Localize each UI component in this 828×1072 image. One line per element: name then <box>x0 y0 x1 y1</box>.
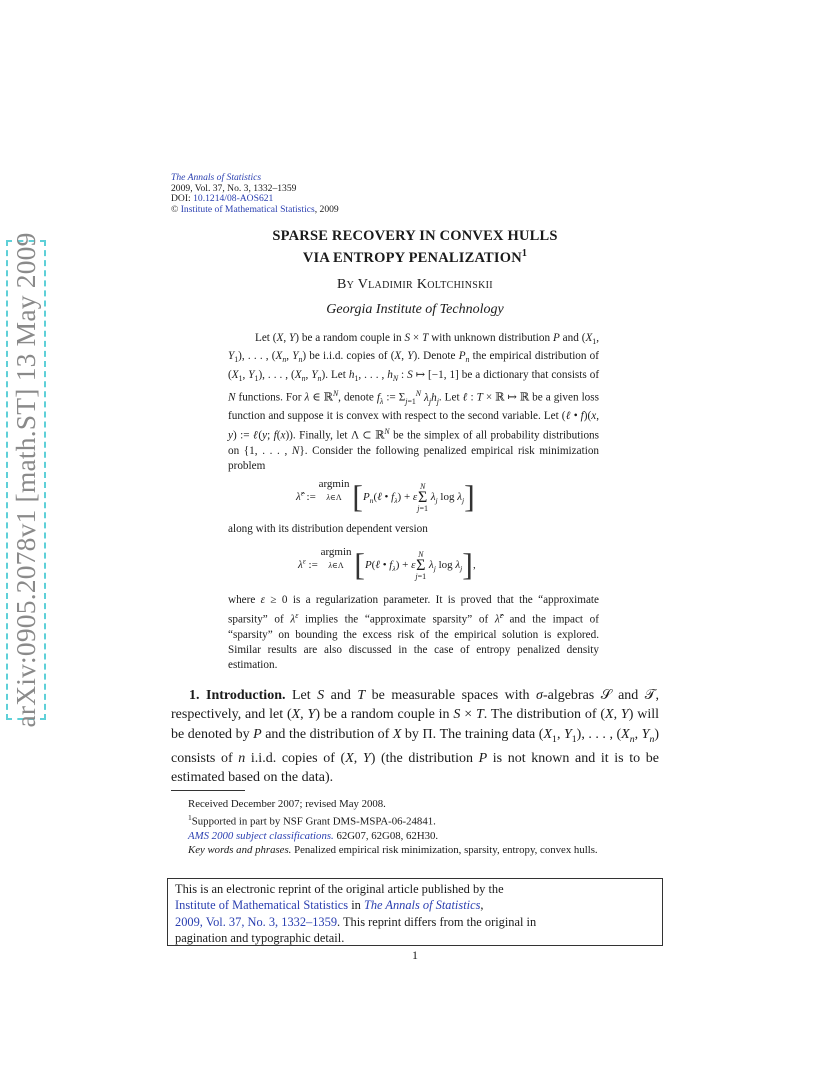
copyright-year: , 2009 <box>314 203 339 215</box>
abstract-paragraph-2 <box>228 522 599 537</box>
reprint-line-4: pagination and typographic detail. <box>175 931 345 946</box>
keywords-text: Penalized empirical risk minimization, sparsity, entropy, convex hulls. <box>291 844 598 857</box>
introduction-section <box>171 686 659 788</box>
journal-header <box>171 173 339 215</box>
reprint-org-link[interactable]: Institute of Mathematical Statistics <box>175 898 349 913</box>
copyright-symbol: © <box>171 203 179 215</box>
title-footnote-mark[interactable]: 1 <box>521 248 528 259</box>
arxiv-stamp <box>6 232 46 728</box>
abstract-paragraph-1 <box>228 331 599 474</box>
footnote-rule <box>171 790 245 791</box>
paper-title-line-2 <box>171 245 659 267</box>
support-text: Supported in part by NSF Grant DMS-MSPA-06-24841. <box>191 815 436 828</box>
ams-codes: 62G07, 62G08, 62H30. <box>333 830 439 842</box>
ams-note <box>171 829 659 843</box>
abstract-text: along with its distribution dependent version <box>228 523 428 535</box>
paper-title-text: VIA ENTROPY PENALIZATION <box>302 249 522 266</box>
ams-classification-link[interactable]: AMS 2000 subject classifications. <box>188 830 334 842</box>
journal-name[interactable]: The Annals of Statistics <box>171 172 262 183</box>
abstract-text: Let (X, Y) be a random couple in S × T with unknown distribution P and ($X_1$, $Y_1$), . . . , ($X_n$, $Y_n$) be i.i.d. copies of (X, Y). Denote $P_n$ the empirical distribution of ($X_1$, $Y_1$), . . . , ($X_n$, $Y_n$). Let $h_1$, . . . , $h_N$ : S ↦ [−1, 1] be a dictionary that consists of N functions. For λ ∈ ℝ$^N$, denote $f_\lambda$ := $\Sigma_{j=1}^N$ $\lambda_jh_j$. Let ℓ : T × ℝ ↦ ℝ be a given loss function and suppose it is convex with respect to the second variable. Let (ℓ • f)(x, y) := ℓ(y; f(x)). Finally, let Λ ⊂ ℝ$^N$ be the simplex of all probability distributions on {1, . . . , N}. Consider the following penalized empirical risk minimization problem <box>228 332 600 473</box>
abstract-text: where ε ≥ 0 is a regularization parameter. It is proved that the “approximate sparsity” of $\lambda^\varepsilon$ implies the “approximate sparsity” of λ̂$^\varepsilon$ and the impact of “sparsity” on bounding the excess risk of the empirical solution is explored. Similar results are also discussed in the case of entropy penalized density estimation. <box>228 594 600 672</box>
doi-label: DOI: <box>171 193 194 205</box>
journal-volume: 2009, Vol. 37, No. 3, 1332–1359 <box>171 182 297 194</box>
reprint-citation-link[interactable]: 2009, Vol. 37, No. 3, 1332–1359 <box>175 914 338 929</box>
reprint-notice <box>167 878 663 946</box>
paper-title-line-1: SPARSE RECOVERY IN CONVEX HULLS <box>272 228 558 244</box>
reprint-comma: , <box>480 898 484 913</box>
section-heading: 1. Introduction. <box>189 688 286 703</box>
reprint-line-3 <box>175 914 655 930</box>
arxiv-identifier[interactable]: arXiv:0905.2078v1 [math.ST] 13 May 2009 <box>10 232 41 728</box>
copyright-org-link[interactable]: Institute of Mathematical Statistics <box>180 203 315 215</box>
support-footnote-mark: 1 <box>188 813 192 823</box>
reprint-in: in <box>348 898 364 913</box>
keywords-note <box>171 843 659 857</box>
reprint-line-1: This is an electronic reprint of the original article published by the <box>175 882 504 896</box>
reprint-rest: . This reprint differs from the original in <box>337 914 537 929</box>
keywords-label: Key words and phrases. <box>188 844 292 857</box>
equation-distribution: $\lambda^\varepsilon$ := argmin λ∈Λ [P(ℓ • $f_\lambda) + \varepsilon N$ Σ j=1 $\lambda_j$ $\log \lambda_j$], <box>298 546 476 582</box>
reprint-journal-link[interactable]: The Annals of Statistics <box>363 898 481 913</box>
abstract-paragraph-3 <box>228 593 599 673</box>
equation-empirical: λ̂$^\varepsilon$ := argmin λ∈Λ [$P_n(\ell$ • $f_\lambda) + \varepsilon N$ Σ j=1 $\lambda_j$ $\log \lambda_j$] <box>296 478 475 514</box>
author-affiliation: Georgia Institute of Technology <box>326 302 504 317</box>
author-name: By Vladimir Koltchinskii <box>337 277 493 292</box>
doi-link[interactable]: 10.1214/08-AOS621 <box>193 193 274 205</box>
support-note <box>171 811 659 829</box>
footnotes <box>171 797 659 857</box>
journal-copyright <box>171 205 339 216</box>
reprint-line-2 <box>175 897 655 913</box>
page-number: 1 <box>412 948 418 962</box>
received-note: Received December 2007; revised May 2008. <box>188 798 386 810</box>
introduction-paragraph: 1. Introduction. Let S and T be measurable spaces with σ-algebras 𝒮 and 𝒯, respectively, and let (X, Y) be a random couple in S × T. The distribution of (X, Y) will be denoted by P and the distribution of X by Π. The training data ($X_1$, $Y_1$), . . . , ($X_n$, $Y_n$) consists of n i.i.d. copies of (X, Y) (the distribution P is not known and it is to be estimated based on the data). <box>171 688 660 786</box>
